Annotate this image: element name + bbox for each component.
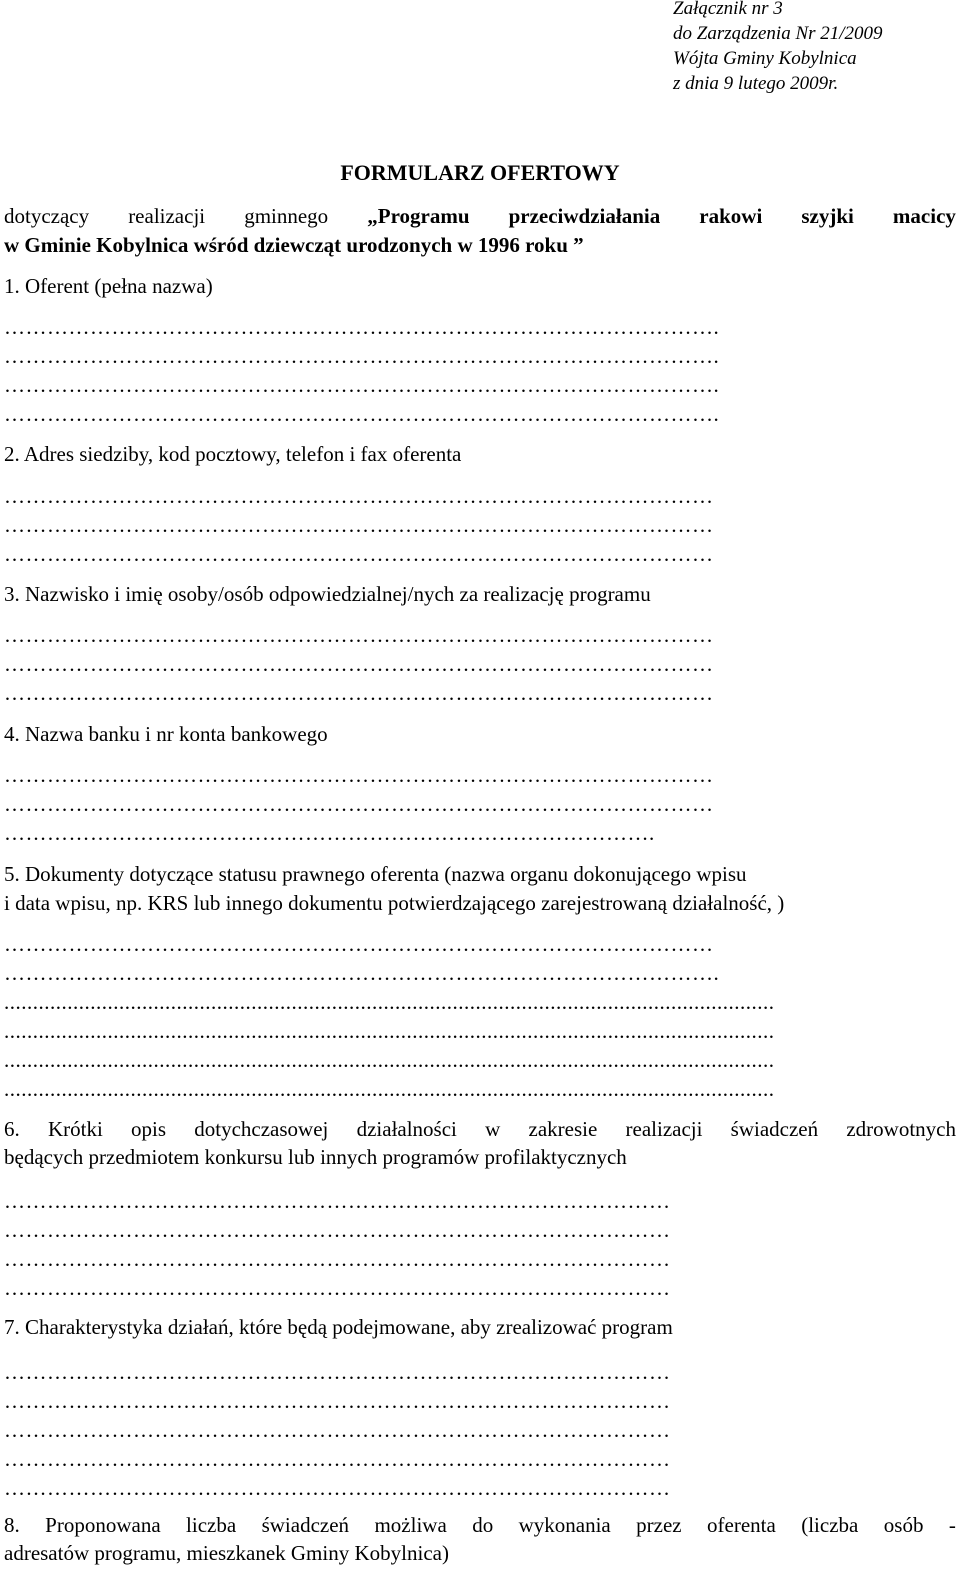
heading-word: zakresie (528, 1117, 598, 1141)
subtitle-word: rakowi (699, 204, 763, 228)
fill-line[interactable]: ………………………………………………………………………………………. (4, 373, 720, 397)
heading-word: - (948, 1513, 956, 1537)
heading-word: (liczba (801, 1513, 859, 1537)
annex-line-3: Wójta Gminy Kobylnica (673, 48, 857, 69)
form-title: FORMULARZ OFERTOWY (340, 160, 620, 185)
heading-word: działalności (356, 1117, 457, 1141)
fill-line[interactable]: ……………………………………………………………………………………… (4, 623, 714, 647)
fill-line[interactable]: ……………………………………………………………………………………… (4, 681, 714, 705)
fill-line[interactable]: ………………………………………………………………………………… (4, 1360, 671, 1384)
annex-line-1: Załącznik nr 3 (673, 0, 783, 19)
heading-word: liczba (186, 1513, 237, 1537)
fill-line[interactable]: ……………………………………………………………………………………… (4, 484, 714, 508)
fill-line[interactable]: ……………………………………………………………………………………… (4, 763, 714, 787)
fill-line[interactable]: ...................................................................................................................................... (4, 1077, 775, 1101)
section-8-heading (4, 1511, 956, 1567)
section-6-heading-line-1 (4, 1115, 956, 1143)
heading-word: w (485, 1117, 501, 1141)
fill-line[interactable]: ……………………………………………………………………………………… (4, 542, 714, 566)
heading-word: dotychczasowej (194, 1117, 329, 1141)
section-5-heading-line-1: 5. Dokumenty dotyczące statusu prawnego oferenta (nazwa organu dokonującego wpisu (4, 862, 747, 886)
heading-word: oferenta (707, 1513, 776, 1537)
form-subtitle (4, 202, 956, 260)
fill-line[interactable]: ………………………………………………………………………………………. (4, 402, 720, 426)
heading-word: realizacji (625, 1117, 703, 1141)
heading-word: osób (883, 1513, 924, 1537)
subtitle-word: przeciwdziałania (508, 204, 661, 228)
section-3-heading: 3. Nazwisko i imię osoby/osób odpowiedzialnej/nych za realizację programu (4, 582, 651, 606)
section-8-heading-line-1 (4, 1511, 956, 1539)
heading-word: Proponowana (45, 1513, 161, 1537)
subtitle-word: dotyczący (4, 204, 90, 228)
fill-line[interactable]: ………………………………………………………………………………… (4, 1276, 671, 1300)
fill-line[interactable]: ………………………………………………………………………………………. (4, 344, 720, 368)
section-6-heading-line-2: będących przedmiotem konkursu lub innych programów profilaktycznych (4, 1145, 627, 1169)
subtitle-line-1 (4, 202, 956, 231)
heading-word: opis (131, 1117, 167, 1141)
section-2-heading: 2. Adres siedziby, kod pocztowy, telefon i fax oferenta (4, 442, 462, 466)
fill-line[interactable]: ………………………………………………………………………………… (4, 1476, 671, 1500)
fill-line[interactable]: ...................................................................................................................................... (4, 1019, 775, 1043)
fill-line[interactable]: ………………………………………………………………………………. (4, 821, 655, 845)
heading-word: 6. (4, 1117, 20, 1141)
heading-word: wykonania (518, 1513, 611, 1537)
heading-word: świadczeń (261, 1513, 350, 1537)
fill-line[interactable]: ………………………………………………………………………………… (4, 1247, 671, 1271)
fill-line[interactable]: ………………………………………………………………………………………. (4, 961, 720, 985)
fill-line[interactable]: ……………………………………………………………………………………… (4, 932, 714, 956)
section-4-heading: 4. Nazwa banku i nr konta bankowego (4, 722, 328, 746)
section-5-heading-line-2: i data wpisu, np. KRS lub innego dokumentu potwierdzającego zarejestrowaną działalność, ) (4, 891, 785, 915)
fill-line[interactable]: ………………………………………………………………………………… (4, 1189, 671, 1213)
heading-word: Krótki (47, 1117, 103, 1141)
fill-line[interactable]: ……………………………………………………………………………………… (4, 513, 714, 537)
section-8-heading-line-2: adresatów programu, mieszkanek Gminy Kobylnica) (4, 1541, 449, 1565)
section-1-heading: 1. Oferent (pełna nazwa) (4, 274, 213, 298)
section-6-heading (4, 1115, 956, 1171)
fill-line[interactable]: ………………………………………………………………………………… (4, 1447, 671, 1471)
subtitle-line-2: w Gminie Kobylnica wśród dziewcząt urodzonych w 1996 roku ” (4, 233, 584, 257)
subtitle-word: szyjki (801, 204, 854, 228)
heading-word: zdrowotnych (846, 1117, 956, 1141)
fill-line[interactable]: ………………………………………………………………………………… (4, 1418, 671, 1442)
heading-word: możliwa (374, 1513, 447, 1537)
fill-line[interactable]: ………………………………………………………………………………… (4, 1218, 671, 1242)
heading-word: 8. (4, 1513, 20, 1537)
subtitle-word: realizacji (128, 204, 206, 228)
heading-word: przez (636, 1513, 682, 1537)
fill-line[interactable]: ...................................................................................................................................... (4, 1048, 775, 1072)
annex-header (673, 0, 883, 96)
heading-word: do (472, 1513, 494, 1537)
subtitle-word: macicy (892, 204, 956, 228)
annex-line-4: z dnia 9 lutego 2009r. (673, 73, 839, 94)
fill-line[interactable]: ...................................................................................................................................... (4, 990, 775, 1014)
annex-line-2: do Zarządzenia Nr 21/2009 (673, 23, 883, 44)
fill-line[interactable]: ………………………………………………………………………………… (4, 1389, 671, 1413)
fill-line[interactable]: ……………………………………………………………………………………… (4, 792, 714, 816)
fill-line[interactable]: ………………………………………………………………………………………. (4, 315, 720, 339)
subtitle-word: gminnego (244, 204, 329, 228)
section-7-heading: 7. Charakterystyka działań, które będą podejmowane, aby zrealizować program (4, 1315, 673, 1339)
subtitle-word: „Programu (367, 204, 470, 228)
heading-word: świadczeń (730, 1117, 819, 1141)
fill-line[interactable]: ……………………………………………………………………………………… (4, 652, 714, 676)
